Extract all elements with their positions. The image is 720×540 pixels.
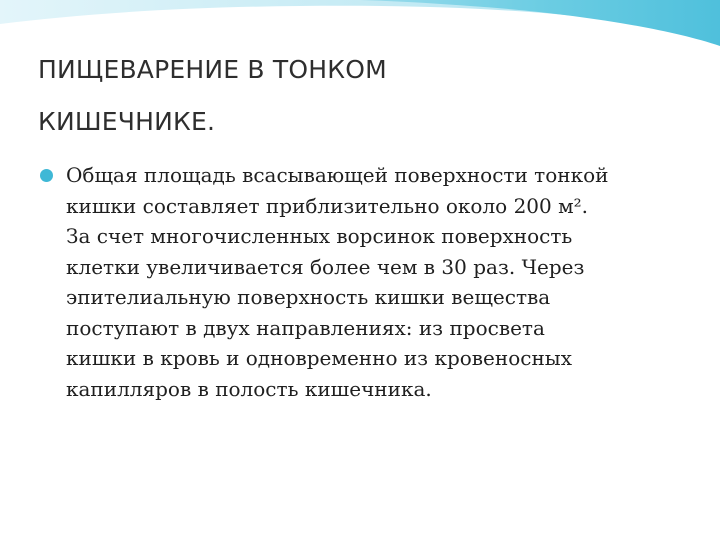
text-line: поступают в двух направлениях: из просвета [66, 315, 545, 340]
text-line: клетки увеличивается более чем в 30 раз. Через [66, 254, 585, 279]
slide-title [38, 44, 638, 148]
wave-dark [360, 0, 720, 46]
text-line: капилляров в полость кишечника. [66, 376, 432, 401]
text-line: За счет многочисленных ворсинок поверхность [66, 224, 573, 248]
bullet-dot-icon [40, 169, 53, 182]
bullet-text [66, 160, 690, 404]
text-line: кишки составляет приблизительно около 200 м². [66, 193, 589, 218]
text-line: эпителиальную поверхность кишки вещества [66, 285, 551, 309]
title-line: ПИЩЕВАРЕНИЕ В ТОНКОМ [38, 55, 387, 84]
bullet-item [40, 160, 690, 404]
text-line: Общая площадь всасывающей поверхности тонкой [66, 163, 609, 187]
text-line: кишки в кровь и одновременно из кровеносных [66, 346, 572, 370]
title-line: КИШЕЧНИКЕ. [38, 107, 216, 136]
